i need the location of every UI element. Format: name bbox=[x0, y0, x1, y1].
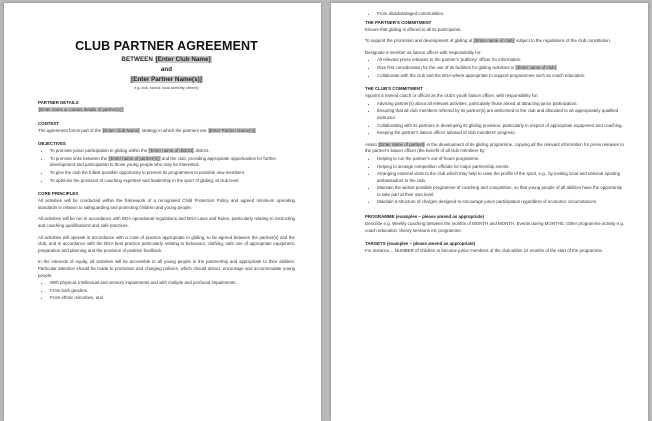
core-paragraph: In the interests of equity, all activities will be accessible to all young people in the partnership and appropriate to their abilities. Particular attention should be made to promotion and charging policies, which should attract, encourage and accommodate young people: bbox=[38, 259, 295, 278]
document-title: CLUB PARTNER AGREEMENT bbox=[75, 39, 258, 53]
core-paragraph: All activities will be run in accordance with BGA operational regulations and BGA Laws and Rules, particularly relating to instructing and coaching qualifications and safe practices. bbox=[38, 216, 295, 228]
commitment-item: • Collaborate with the club and the BGA where appropriate to support programmes such as coach education. bbox=[377, 73, 624, 80]
club-name-field[interactable]: [Enter name of club] bbox=[474, 38, 514, 44]
commitment-text: To support the promotion and development of gliding at bbox=[365, 38, 473, 44]
targets-paragraph: For instance… NUMBER of children to become junior members of the club within 12 months of the start of the programme. bbox=[365, 248, 604, 254]
core-paragraph: All activities will operate in accordance with a code of practice appropriate to gliding, to be agreed between the partner(s) and the club, and in accordance with the BGA best practice particularly relating to behaviour, clothing, safe use of appropriate equipment, preparation and planning and the provision of positive feedback. bbox=[38, 234, 295, 253]
commitment-item bbox=[377, 65, 624, 72]
context-club-field[interactable]: [Enter Club Name] bbox=[103, 127, 140, 133]
commitment-item-text: Give first consideration for the use of its facilities for gliding activities to bbox=[377, 64, 515, 70]
assist-list bbox=[365, 156, 624, 206]
objective-item bbox=[50, 148, 295, 155]
partner-field[interactable]: [Enter name of partner(s)] bbox=[109, 155, 160, 161]
objective-1-text: To promote junior participation in gliding within the bbox=[50, 148, 148, 154]
document-page-2 bbox=[331, 3, 648, 421]
programme-paragraph: Describe e.g. Weekly coaching between the months of MONTH and MONTH. Events during MONTHS. Other programme activity e.g. coach education, theory sessions etc programme. bbox=[365, 221, 624, 233]
document-page-1 bbox=[4, 3, 321, 421]
partner-hint: e.g. club, school, local authority, other(s) bbox=[134, 86, 199, 90]
partner-details-heading: PARTNER DETAILS bbox=[38, 100, 79, 105]
partner-name-field[interactable]: [Enter Partner Name(s)] bbox=[131, 76, 202, 83]
assist-item: • Maintain the widest possible programme of coaching and competition, so that young people of all abilities have the opportunity to take part at their own level. bbox=[377, 185, 624, 198]
objective-2-end: and the club, providing appropriate opportunities for further development and participation to those young people who may be interested. bbox=[50, 155, 277, 168]
equity-list-continued bbox=[365, 11, 624, 18]
core-paragraph: All activities will be conducted within the framework of a recognised Child Protection Policy and agreed minimum operating standards in relation to safeguarding and protecting children and young people. bbox=[38, 198, 295, 210]
equity-item: • From ethnic minorities, and bbox=[50, 295, 295, 302]
club-paragraph: Appoint a named coach or official as the club's youth liaison officer, with responsibility for: bbox=[365, 93, 539, 99]
and-label: and bbox=[160, 66, 173, 73]
objective-2-text: To promote links between the bbox=[50, 155, 108, 161]
partner-details-field[interactable]: [Enter name & contact details of partner(s)] bbox=[39, 107, 123, 112]
partner-name-field[interactable]: [Enter name of partner] bbox=[379, 141, 425, 147]
context-paragraph bbox=[38, 128, 295, 135]
objectives-list bbox=[38, 148, 295, 184]
page-1-content bbox=[38, 33, 295, 306]
club-item: • Keeping the partner's liaison officer advised of club members' progress. bbox=[377, 130, 624, 137]
assist-item: • Helping to arrange competition officials for major partnership events. bbox=[377, 164, 624, 171]
assist-item: • Helping to run the partner's out-of-hours programme. bbox=[377, 156, 624, 163]
assist-text: Assist bbox=[365, 141, 377, 147]
assist-text-end: in the development of its gliding programme, copying all the relevant information for press releases to the partner's liaison officer (the benefit of all club members by: bbox=[365, 141, 624, 154]
partner-commitment-heading: THE PARTNER'S COMMITMENT bbox=[365, 19, 432, 25]
core-principles-heading: CORE PRINCIPLES bbox=[38, 191, 79, 197]
commitment-list bbox=[365, 57, 624, 79]
context-partner-field[interactable]: [Enter Partner Name(s)] bbox=[208, 127, 256, 133]
objective-item: • To give the club the fullest possible opportunity to present its programmes to possible new members. bbox=[50, 170, 295, 177]
commitment-paragraph bbox=[365, 38, 624, 45]
district-field[interactable]: [Enter name of district] bbox=[149, 148, 194, 154]
assist-item: • Arranging external visits to the club which may help to raise the profile of the sport, e.g., by inviting local and national sporting ambassadors to the club. bbox=[377, 171, 624, 184]
objective-item bbox=[50, 156, 295, 169]
assist-item: • Maintain a structure of charges designed to encourage junior participation regardless of economic circumstances. bbox=[377, 199, 624, 206]
page-2-content bbox=[365, 11, 624, 260]
club-commitment-heading: THE CLUB'S COMMITMENT bbox=[365, 86, 423, 92]
club-name-field[interactable]: [Enter Club Name] bbox=[155, 56, 211, 63]
between-label: BETWEEN bbox=[121, 56, 153, 63]
equity-item: • From both genders. bbox=[50, 288, 295, 295]
equity-item: • With physical, intellectual and sensory impairments and with multiple and profound impairments. bbox=[50, 280, 295, 287]
context-heading: CONTEXT bbox=[38, 120, 59, 126]
objective-item: • To optimise the provision of coaching expertise and leadership in the sport of gliding, at club level. bbox=[50, 178, 295, 185]
equity-item: • From disadvantaged communities. bbox=[377, 11, 624, 18]
club-commitment-list bbox=[365, 101, 624, 137]
assist-paragraph bbox=[365, 142, 624, 155]
programme-heading: PROGRAMME (examples – please amend as appropriate) bbox=[365, 214, 485, 220]
commitment-item: • All relevant press releases to the partner's 'publicity' officer for information. bbox=[377, 57, 624, 64]
partner-line bbox=[38, 75, 295, 85]
context-text-2: strategy in which the partners are bbox=[141, 127, 207, 133]
between-line bbox=[38, 55, 295, 65]
commitment-paragraph: Ensure that gliding is offered to all its participants. bbox=[365, 26, 462, 32]
commitment-text-end: subject to the regulations of the club constitution. bbox=[515, 38, 611, 44]
equity-list bbox=[38, 280, 295, 302]
context-text-1: The agreement forms part of the bbox=[38, 127, 101, 133]
club-name-field[interactable]: [Enter name of club] bbox=[516, 64, 556, 70]
targets-heading: TARGETS (examples – please amend as appropriate) bbox=[365, 241, 476, 247]
club-item: • Advising partner(s) about all relevant activities, particularly those aimed at attracting junior participation. bbox=[377, 101, 624, 108]
partner-details-line bbox=[38, 107, 295, 114]
objectives-heading: OBJECTIVES bbox=[38, 141, 66, 147]
club-item: • Ensuring that all club members referred by its partner(s) are welcomed to the club and allocated to an appropriately qualified instructor. bbox=[377, 108, 624, 121]
club-item: • Collaborating with its partners in developing its gliding provision, particularly in respect of appropriate equipment and coaching. bbox=[377, 123, 624, 130]
commitment-paragraph: Designate a member as liaison officer with responsibility for: bbox=[365, 49, 482, 55]
objective-1-end: district. bbox=[195, 148, 210, 154]
